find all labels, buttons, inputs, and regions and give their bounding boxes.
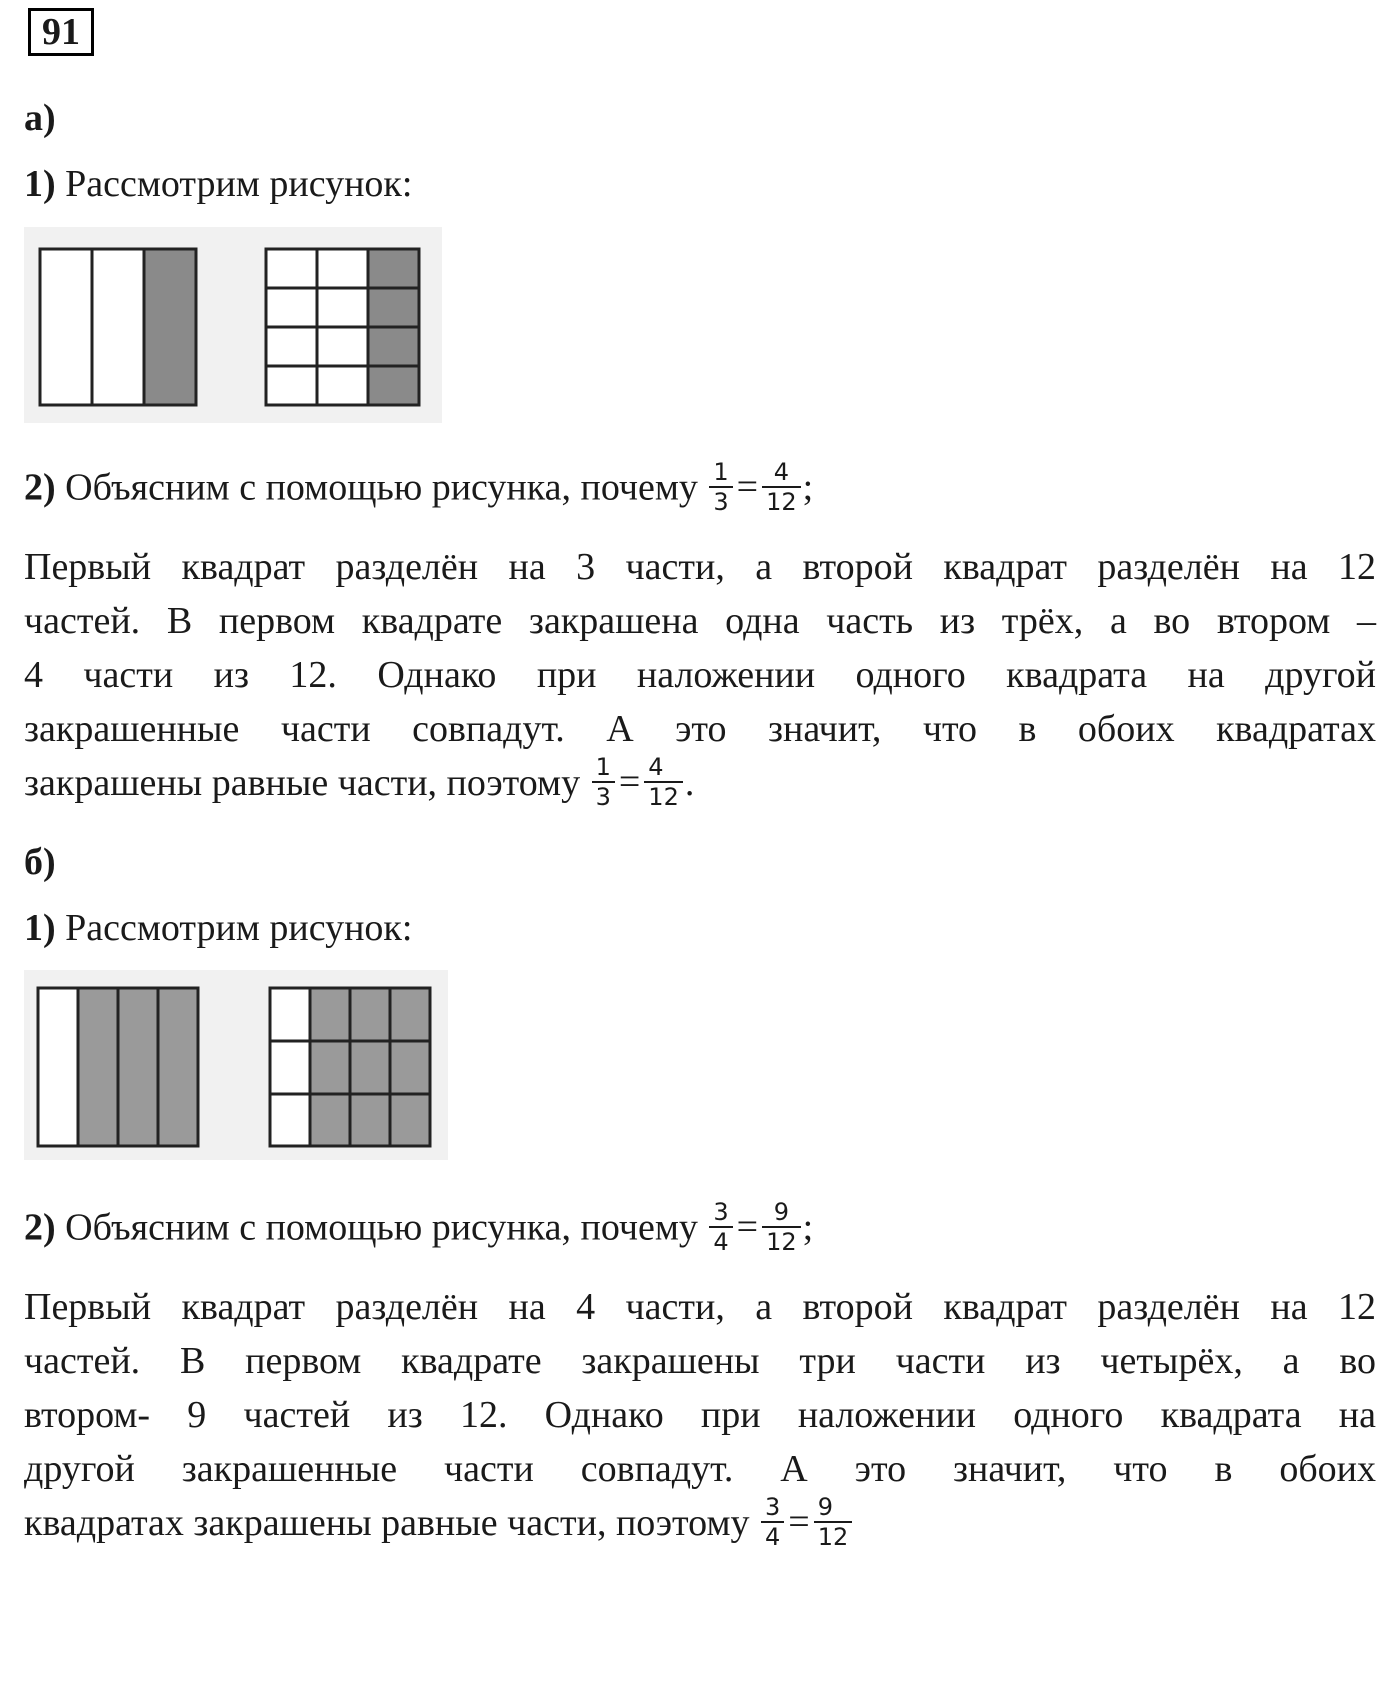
equals-sign: = <box>788 1501 810 1544</box>
numerator: 1 <box>592 753 615 783</box>
step-text: Объясним с помощью рисунка, почему <box>55 466 708 509</box>
section-b-paragraph <box>24 1280 1376 1550</box>
grid-cell <box>266 249 317 288</box>
figure-b-left-cell-shaded <box>158 988 198 1146</box>
denominator: 4 <box>765 1523 781 1552</box>
grid-cell-shaded <box>310 988 350 1041</box>
fraction <box>814 1493 853 1551</box>
figure-a-left-cell-1 <box>40 249 92 405</box>
denominator: 4 <box>713 1228 729 1256</box>
numerator: 9 <box>814 1493 853 1523</box>
grid-cell <box>266 366 317 405</box>
denominator: 12 <box>817 1523 849 1552</box>
grid-cell <box>270 1041 310 1094</box>
figure-b-right-grid <box>270 988 430 1146</box>
figure-b-left-cell-shaded <box>118 988 158 1146</box>
grid-cell-shaded <box>368 327 419 366</box>
paragraph-line: закрашенные части совпадут. А это значит, что в обоих квадратах <box>24 708 1376 750</box>
figure-b-left-cell-shaded <box>78 988 118 1146</box>
paragraph-line: Первый квадрат разделён на 4 части, а второй квадрат разделён на 12 <box>24 1286 1376 1328</box>
paragraph-line: другой закрашенные части совпадут. А это значит, что в обоих <box>24 1448 1376 1490</box>
figure-a-left-cell-3-shaded <box>144 249 196 405</box>
step-text: Объясним с помощью рисунка, почему <box>55 1206 708 1249</box>
paragraph-line: Первый квадрат разделён на 3 части, а второй квадрат разделён на 12 <box>24 546 1376 588</box>
grid-cell <box>266 327 317 366</box>
grid-cell-shaded <box>390 1041 430 1094</box>
section-b-step2 <box>24 1198 814 1260</box>
punctuation: ; <box>802 1206 814 1249</box>
section-b-label: б) <box>24 841 56 883</box>
paragraph-line: 4 части из 12. Однако при наложении одного квадрата на другой <box>24 654 1376 696</box>
grid-cell <box>317 366 368 405</box>
step-number: 1) <box>24 163 56 205</box>
figure-a-left-square <box>40 249 196 405</box>
grid-cell <box>317 288 368 327</box>
numerator: 9 <box>762 1198 801 1228</box>
fraction <box>592 753 615 811</box>
section-a-step2 <box>24 458 814 520</box>
grid-cell <box>317 327 368 366</box>
punctuation: ; <box>802 466 814 509</box>
paragraph-line: втором- 9 частей из 12. Однако при наложении одного квадрата на <box>24 1394 1376 1436</box>
denominator: 12 <box>648 783 679 812</box>
figure-b-left-cell-1 <box>38 988 78 1146</box>
paragraph-line: частей. В первом квадрате закрашены три части из четырёх, а во <box>24 1340 1376 1382</box>
equals-sign: = <box>736 466 759 508</box>
figure-b-svg <box>24 970 448 1160</box>
paragraph-line: частей. В первом квадрате закрашена одна часть из трёх, а во втором – <box>24 600 1376 642</box>
section-b-step1 <box>24 906 412 950</box>
figure-a-svg <box>24 227 442 423</box>
step-text: Рассмотрим рисунок: <box>55 907 413 949</box>
denominator: 12 <box>766 488 797 516</box>
grid-cell-shaded <box>310 1041 350 1094</box>
section-a-paragraph <box>24 540 1376 810</box>
step-number: 1) <box>24 907 56 949</box>
grid-cell-shaded <box>350 1041 390 1094</box>
figure-b <box>24 970 448 1160</box>
fraction <box>761 1493 784 1551</box>
numerator: 4 <box>762 458 801 488</box>
denominator: 3 <box>595 783 611 812</box>
punctuation: . <box>684 762 695 804</box>
numerator: 1 <box>709 458 732 488</box>
grid-cell-shaded <box>390 1094 430 1146</box>
numerator: 4 <box>644 753 683 783</box>
grid-cell-shaded <box>368 366 419 405</box>
step-number: 2) <box>24 1206 56 1249</box>
grid-cell-shaded <box>350 988 390 1041</box>
paragraph-last-line <box>24 753 1376 812</box>
numerator: 3 <box>709 1198 732 1228</box>
grid-cell-shaded <box>368 249 419 288</box>
equals-sign: = <box>736 1206 759 1248</box>
grid-cell-shaded <box>390 988 430 1041</box>
step-text: Рассмотрим рисунок: <box>55 163 413 205</box>
paragraph-text: закрашены равные части, поэтому <box>24 762 590 804</box>
figure-a-right-grid <box>266 249 419 405</box>
fraction <box>762 458 801 516</box>
grid-cell-shaded <box>310 1094 350 1146</box>
grid-cell <box>266 288 317 327</box>
figure-a <box>24 227 442 423</box>
grid-cell <box>317 249 368 288</box>
grid-cell-shaded <box>368 288 419 327</box>
paragraph-last-line <box>24 1493 1376 1552</box>
numerator: 3 <box>761 1493 784 1523</box>
paragraph-text: квадратах закрашены равные части, поэтому <box>24 1502 759 1544</box>
fraction <box>644 753 683 811</box>
grid-cell <box>270 988 310 1041</box>
equals-sign: = <box>618 761 641 804</box>
task-number-box: 91 <box>28 8 94 56</box>
fraction <box>709 458 732 516</box>
step-number: 2) <box>24 466 56 509</box>
section-a-label: а) <box>24 97 56 139</box>
grid-cell-shaded <box>350 1094 390 1146</box>
fraction <box>762 1198 801 1256</box>
denominator: 3 <box>713 488 729 516</box>
fraction <box>709 1198 732 1256</box>
section-a-step1 <box>24 162 412 206</box>
figure-a-left-cell-2 <box>92 249 144 405</box>
grid-cell <box>270 1094 310 1146</box>
figure-b-left-square <box>38 988 198 1146</box>
denominator: 12 <box>766 1228 797 1256</box>
